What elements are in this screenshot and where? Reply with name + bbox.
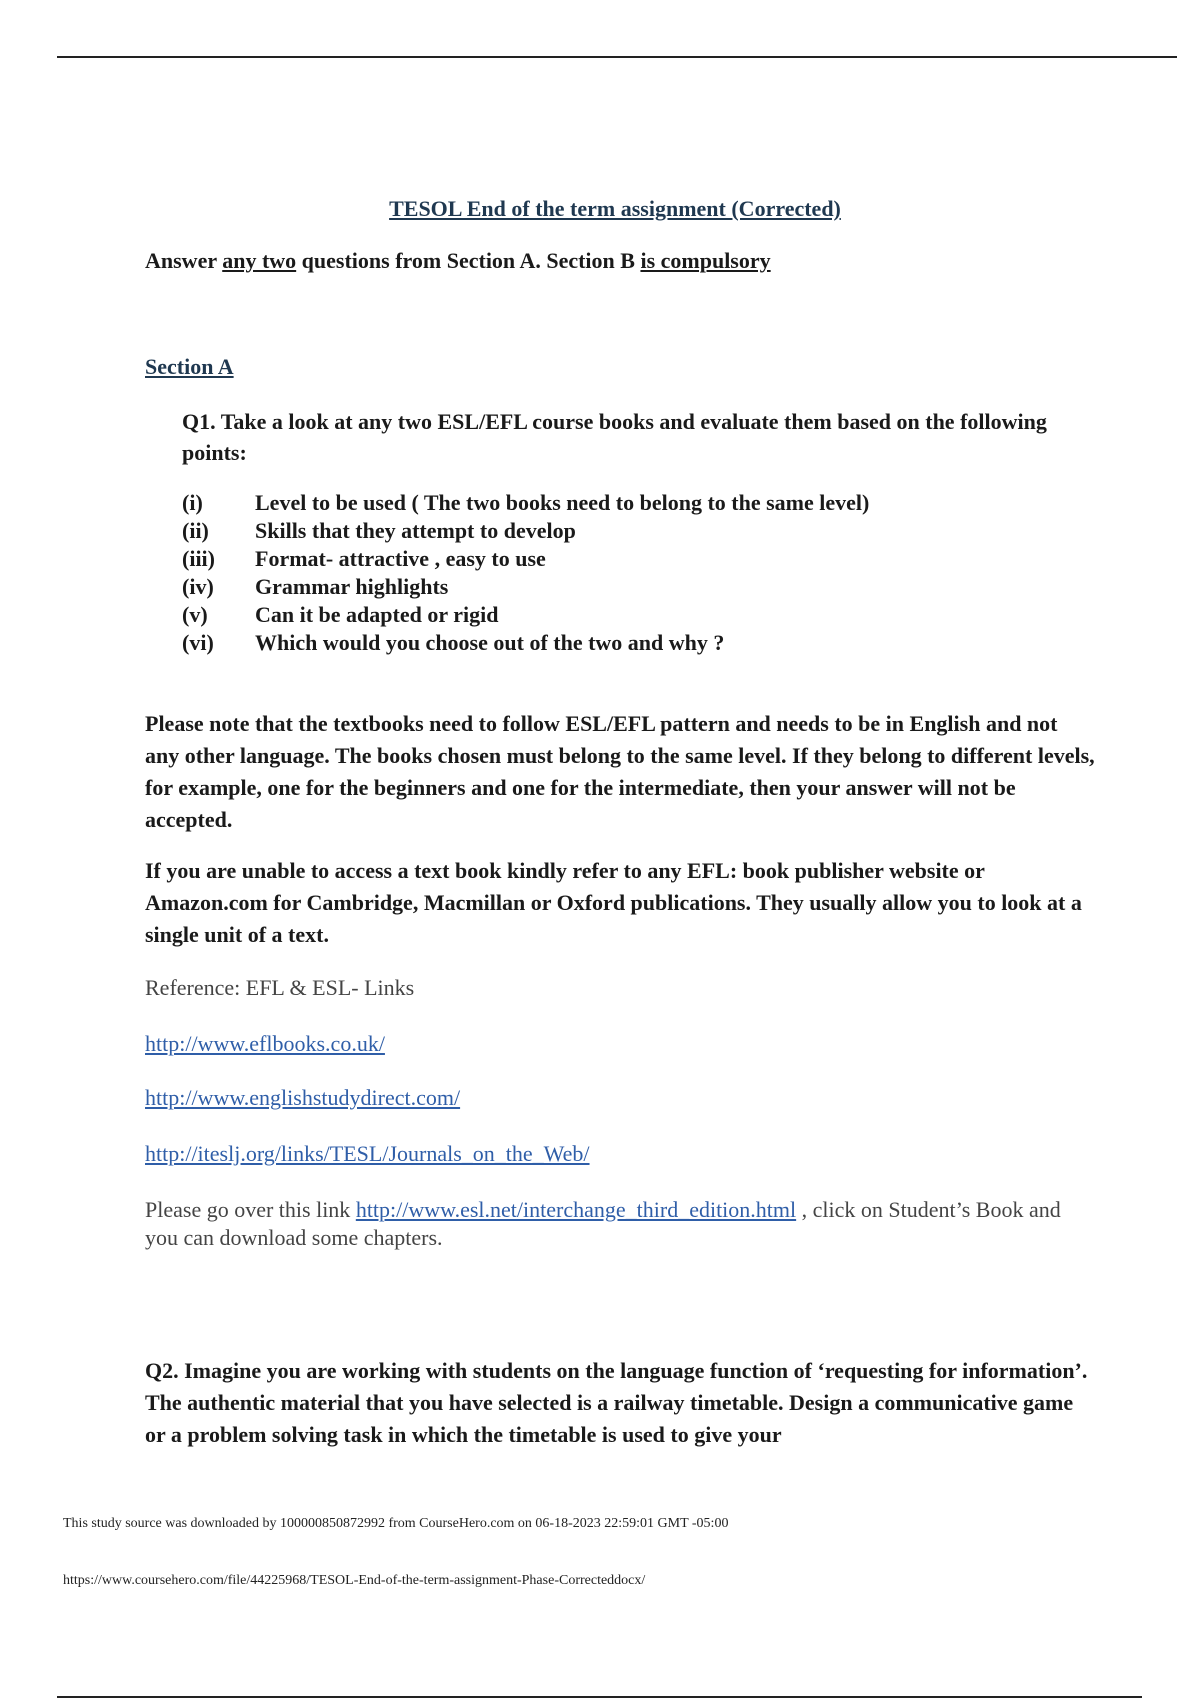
document-title: TESOL End of the term assignment (Corrected)	[389, 196, 841, 221]
point-text: Can it be adapted or rigid	[255, 602, 499, 627]
point-number: (i)	[182, 490, 203, 515]
point-number: (iii)	[182, 546, 215, 571]
link-eflbooks[interactable]: http://www.eflbooks.co.uk/	[145, 1031, 385, 1056]
point-number: (ii)	[182, 518, 209, 543]
point-text: Which would you choose out of the two and why ?	[255, 630, 725, 655]
section-a-heading: Section A	[145, 354, 234, 379]
reference-label: Reference: EFL & ESL- Links	[145, 975, 415, 1000]
list-item	[182, 489, 1062, 517]
list-item	[182, 601, 1062, 629]
question-2: Q2. Imagine you are working with students on the language function of ‘requesting for information’. The authentic material that you have selected is a railway timetable. Design a communicative game or a problem solving task in which the timetable is used to give your	[145, 1358, 1088, 1447]
list-item	[182, 573, 1062, 601]
source-url: https://www.coursehero.com/file/44225968/TESOL-End-of-the-term-assignment-Phase-Correcteddocx/	[63, 1573, 646, 1588]
point-number: (v)	[182, 602, 208, 627]
evaluation-points-list	[182, 489, 1062, 657]
access-note: If you are unable to access a text book kindly refer to any EFL: book publisher website or Amazon.com for Cambridge, Macmillan or Oxford publications. They usually allow you to look at a single unit of a text.	[145, 858, 1082, 947]
go-over-after: , click on Student’s Book and you can download some chapters.	[145, 1197, 1061, 1250]
list-item	[182, 545, 1062, 573]
textbook-note: Please note that the textbooks need to follow ESL/EFL pattern and needs to be in English and not any other language. The books chosen must belong to the same level. If they belong to different levels, for example, one for the beginners and one for the intermediate, then your answer will not be accepted.	[145, 711, 1095, 832]
point-text: Grammar highlights	[255, 574, 449, 599]
instruction-compulsory: is compulsory	[640, 248, 771, 273]
instruction-line	[145, 248, 771, 274]
instruction-part-2: questions from Section A. Section B	[296, 248, 641, 273]
link-interchange[interactable]: http://www.esl.net/interchange_third_edition.html	[355, 1197, 797, 1222]
point-text: Format- attractive , easy to use	[255, 546, 546, 571]
list-item	[182, 629, 1062, 657]
go-over-paragraph	[145, 1196, 1095, 1252]
instruction-part-1: Answer	[145, 248, 223, 273]
link-iteslj[interactable]: http://iteslj.org/links/TESL/Journals_on_the_Web/	[145, 1141, 590, 1166]
go-over-before: Please go over this link	[145, 1197, 356, 1222]
point-text: Skills that they attempt to develop	[255, 518, 576, 543]
download-notice: This study source was downloaded by 100000850872992 from CourseHero.com on 06-18-2023 22:59:01 GMT -05:00	[63, 1516, 729, 1531]
question-1: Q1. Take a look at any two ESL/EFL course books and evaluate them based on the following points:	[182, 409, 1047, 465]
point-text: Level to be used ( The two books need to belong to the same level)	[255, 490, 870, 515]
bottom-rule	[57, 1696, 1142, 1698]
link-englishstudydirect[interactable]: http://www.englishstudydirect.com/	[145, 1085, 461, 1110]
top-rule	[57, 56, 1177, 58]
list-item	[182, 517, 1062, 545]
instruction-any-two: any two	[222, 248, 297, 273]
point-number: (vi)	[182, 630, 214, 655]
point-number: (iv)	[182, 574, 214, 599]
